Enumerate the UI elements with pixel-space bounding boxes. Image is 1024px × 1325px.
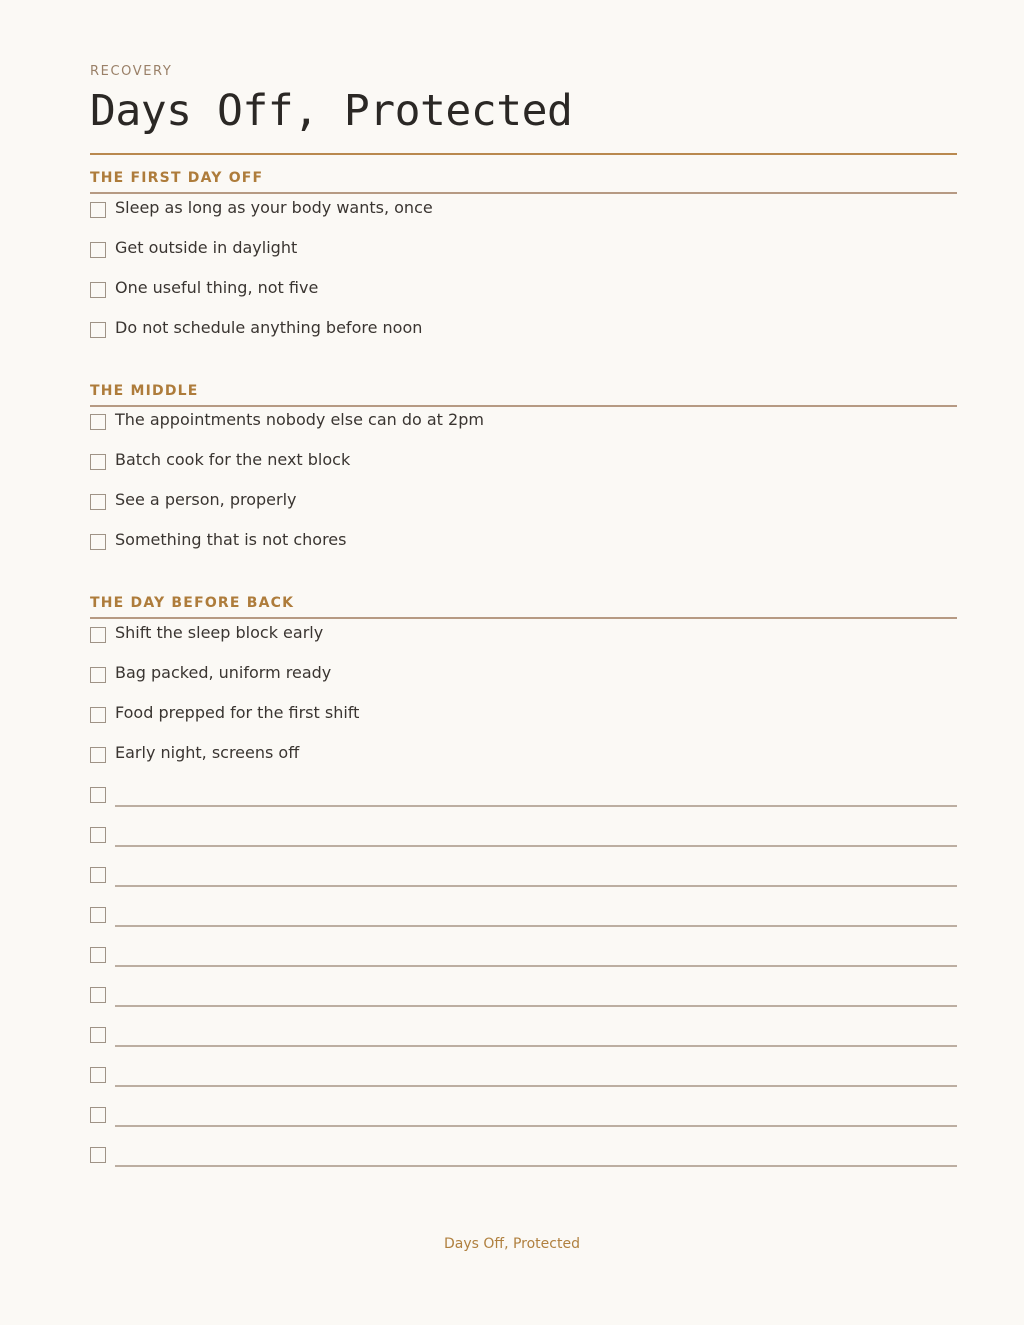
- section-heading: THE MIDDLE: [90, 383, 199, 399]
- section-heading: THE FIRST DAY OFF: [90, 170, 264, 186]
- blank-checklist-item: [90, 1026, 957, 1050]
- checklist-item: [90, 410, 957, 437]
- checklist-item-label: Food prepped for the first shift: [115, 703, 360, 722]
- checklist-item-label: One useful thing, not five: [115, 278, 319, 297]
- section-heading: THE DAY BEFORE BACK: [90, 595, 295, 611]
- checklist-item-label: Early night, screens off: [115, 743, 300, 762]
- checkbox[interactable]: [90, 787, 106, 803]
- checkbox[interactable]: [90, 747, 106, 763]
- blank-checklist-item: [90, 826, 957, 850]
- write-in-line[interactable]: [115, 1085, 957, 1087]
- write-in-line[interactable]: [115, 925, 957, 927]
- checkbox[interactable]: [90, 322, 106, 338]
- blank-checklist-item: [90, 1146, 957, 1170]
- write-in-line[interactable]: [115, 1005, 957, 1007]
- checklist-item: [90, 623, 957, 650]
- checkbox[interactable]: [90, 627, 106, 643]
- checklist-item-label: Do not schedule anything before noon: [115, 318, 423, 337]
- checkbox[interactable]: [90, 707, 106, 723]
- blank-checklist-item: [90, 906, 957, 930]
- blank-checklist-item: [90, 866, 957, 890]
- checkbox[interactable]: [90, 534, 106, 550]
- page-title: Days Off, Protected: [90, 86, 573, 136]
- blank-checklist-item: [90, 986, 957, 1010]
- checklist-item: [90, 703, 957, 730]
- checklist-item-label: Sleep as long as your body wants, once: [115, 198, 433, 217]
- blank-checklist-item: [90, 1106, 957, 1130]
- checkbox[interactable]: [90, 827, 106, 843]
- checklist-item: [90, 198, 957, 225]
- write-in-line[interactable]: [115, 845, 957, 847]
- checklist-item: [90, 490, 957, 517]
- title-divider: [90, 153, 957, 155]
- checklist-item: [90, 530, 957, 557]
- section-divider: [90, 405, 957, 407]
- blank-checklist-item: [90, 1066, 957, 1090]
- blank-checklist-item: [90, 946, 957, 970]
- checkbox[interactable]: [90, 867, 106, 883]
- checkbox[interactable]: [90, 282, 106, 298]
- checklist-item-label: Batch cook for the next block: [115, 450, 351, 469]
- write-in-line[interactable]: [115, 805, 957, 807]
- checkbox[interactable]: [90, 987, 106, 1003]
- checkbox[interactable]: [90, 1147, 106, 1163]
- checklist-item: [90, 278, 957, 305]
- checkbox[interactable]: [90, 414, 106, 430]
- write-in-line[interactable]: [115, 885, 957, 887]
- checklist-item: [90, 318, 957, 345]
- checklist-item: [90, 743, 957, 770]
- checkbox[interactable]: [90, 907, 106, 923]
- checkbox[interactable]: [90, 242, 106, 258]
- checklist-item-label: Something that is not chores: [115, 530, 347, 549]
- checkbox[interactable]: [90, 947, 106, 963]
- checklist-item: [90, 238, 957, 265]
- write-in-line[interactable]: [115, 1125, 957, 1127]
- checkbox[interactable]: [90, 667, 106, 683]
- checkbox[interactable]: [90, 454, 106, 470]
- blank-checklist-item: [90, 786, 957, 810]
- checkbox[interactable]: [90, 202, 106, 218]
- checklist-item-label: Bag packed, uniform ready: [115, 663, 332, 682]
- checklist-item: [90, 450, 957, 477]
- checkbox[interactable]: [90, 1027, 106, 1043]
- checklist-item-label: Shift the sleep block early: [115, 623, 324, 642]
- checkbox[interactable]: [90, 494, 106, 510]
- write-in-line[interactable]: [115, 965, 957, 967]
- checkbox[interactable]: [90, 1107, 106, 1123]
- write-in-line[interactable]: [115, 1165, 957, 1167]
- section-divider: [90, 192, 957, 194]
- checklist-item-label: The appointments nobody else can do at 2pm: [115, 410, 484, 429]
- section-divider: [90, 617, 957, 619]
- eyebrow-label: RECOVERY: [90, 64, 173, 79]
- checklist-item: [90, 663, 957, 690]
- checkbox[interactable]: [90, 1067, 106, 1083]
- write-in-line[interactable]: [115, 1045, 957, 1047]
- page-footer: Days Off, Protected: [444, 1236, 580, 1252]
- checklist-item-label: See a person, properly: [115, 490, 297, 509]
- checklist-item-label: Get outside in daylight: [115, 238, 298, 257]
